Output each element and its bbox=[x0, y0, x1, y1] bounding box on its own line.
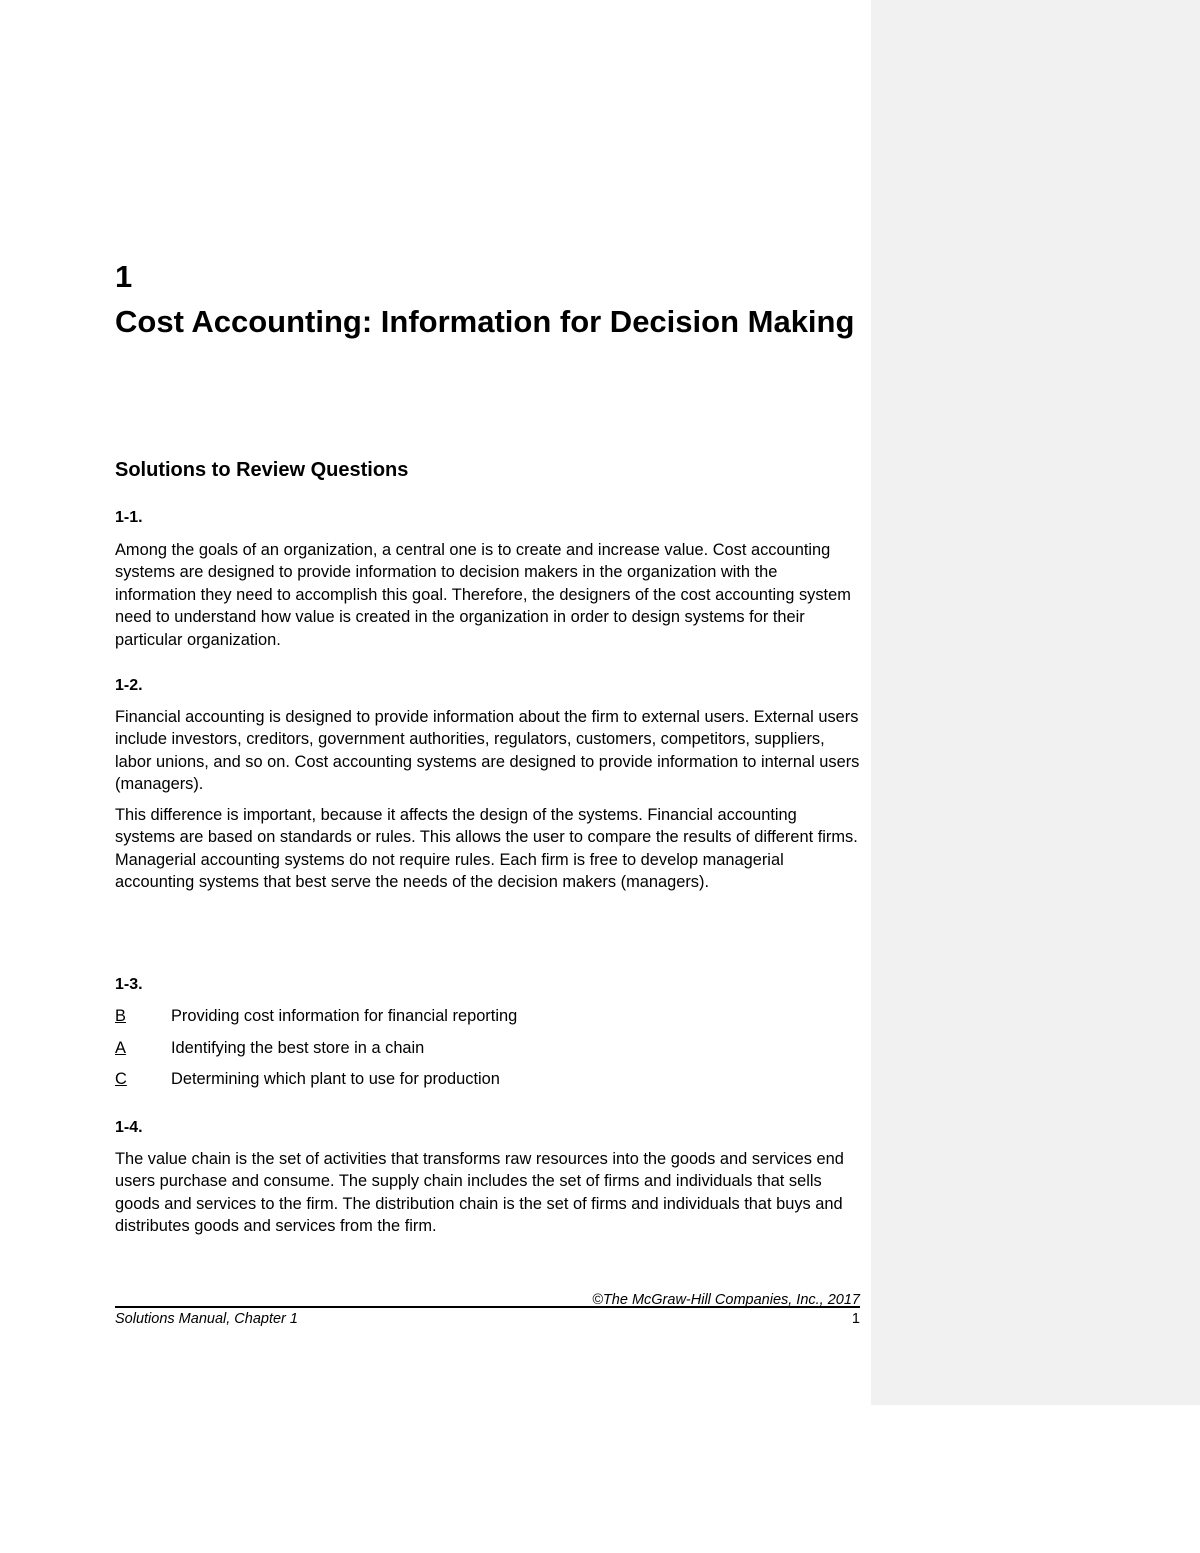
match-item bbox=[115, 1005, 860, 1027]
question-label-1-3: 1-3. bbox=[115, 976, 143, 993]
footer-copyright: ©The McGraw-Hill Companies, Inc., 2017 bbox=[592, 1292, 860, 1308]
answer-1-2-paragraph-1: Financial accounting is designed to provide information about the firm to external users. External users include investors, creditors, government authorities, regulators, customers, competitors, suppliers, labor unions, and so on. Cost accounting systems are designed to provide information to internal users (managers). bbox=[115, 708, 860, 794]
chapter-title: Cost Accounting: Information for Decision Making bbox=[115, 304, 855, 339]
page-number: 1 bbox=[851, 1311, 860, 1327]
match-text: Identifying the best store in a chain bbox=[171, 1039, 425, 1057]
footer-document-title: Solutions Manual, Chapter 1 bbox=[115, 1311, 298, 1327]
answer-1-2-paragraph-2: This difference is important, because it affects the design of the systems. Financial accounting systems are based on standards or rules. This allows the user to compare the results of different firms. Managerial accounting systems do not require rules. Each firm is free to develop managerial accounting systems that best serve the needs of the decision makers (managers). bbox=[115, 806, 858, 892]
match-letter: A bbox=[115, 1039, 126, 1057]
answer-1-1: Among the goals of an organization, a central one is to create and increase value. Cost accounting systems are designed to provide information to decision makers in the organization with the information they need to accomplish this goal. Therefore, the designers of the cost accounting system need to understand how value is created in the organization in order to design systems for their particular organization. bbox=[115, 541, 851, 649]
question-label-1-1: 1-1. bbox=[115, 509, 143, 526]
match-item bbox=[115, 1037, 860, 1059]
footer-divider bbox=[115, 1306, 860, 1308]
question-label-1-4: 1-4. bbox=[115, 1119, 143, 1136]
match-letter: B bbox=[115, 1007, 126, 1025]
match-letter: C bbox=[115, 1070, 127, 1088]
match-item bbox=[115, 1068, 860, 1090]
chapter-number: 1 bbox=[115, 259, 133, 294]
question-label-1-2: 1-2. bbox=[115, 677, 143, 694]
comment-pane bbox=[871, 0, 1200, 1405]
match-text: Determining which plant to use for production bbox=[171, 1070, 500, 1088]
match-text: Providing cost information for financial reporting bbox=[171, 1007, 518, 1025]
section-heading: Solutions to Review Questions bbox=[115, 459, 409, 481]
answer-1-4: The value chain is the set of activities that transforms raw resources into the goods and services end users purchase and consume. The supply chain includes the set of firms and individuals that sells goods and services to the firm. The distribution chain is the set of firms and individuals that buys and distributes goods and services from the firm. bbox=[115, 1150, 844, 1236]
